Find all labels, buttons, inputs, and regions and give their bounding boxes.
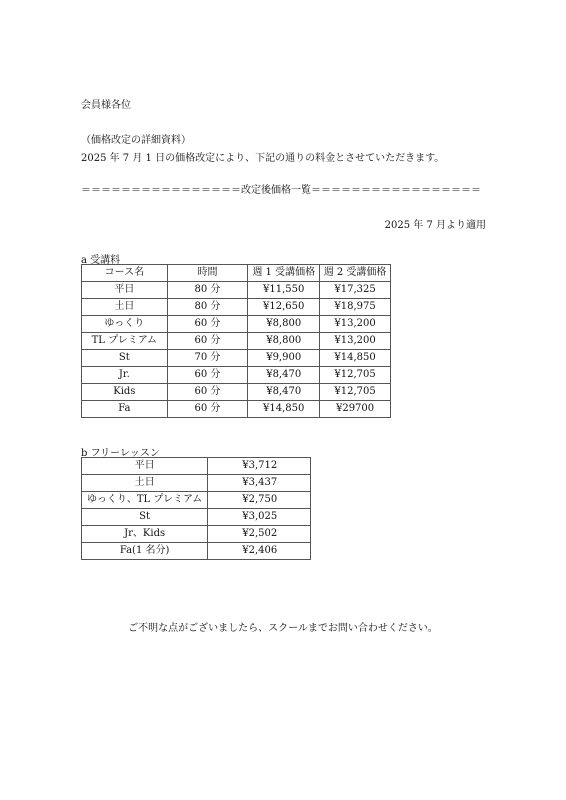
duration: 70 分: [167, 350, 248, 367]
duration: 80 分: [167, 282, 248, 299]
lesson-price: ¥2,406: [208, 543, 311, 560]
table-row: [82, 526, 311, 543]
table-row: [82, 282, 391, 299]
weekly-2-price: ¥14,850: [320, 350, 391, 367]
course-name: 土日: [82, 299, 168, 316]
course-name: ゆっくり: [82, 316, 168, 333]
course-name: Fa: [82, 401, 168, 418]
lesson-price: ¥3,712: [208, 458, 311, 475]
table-row: [82, 401, 391, 418]
table-row: [82, 475, 311, 492]
lesson-type: ゆっくり、TL プレミアム: [82, 492, 208, 509]
lesson-price: ¥3,437: [208, 475, 311, 492]
weekly-2-price: ¥17,325: [320, 282, 391, 299]
header-weekly-2-price: 週 2 受講価格: [320, 265, 391, 282]
table-row: [82, 350, 391, 367]
weekly-1-price: ¥14,850: [248, 401, 320, 418]
weekly-2-price: ¥29700: [320, 401, 391, 418]
lesson-type: 土日: [82, 475, 208, 492]
table-header-row: [82, 265, 391, 282]
lesson-type: Fa(1 名分): [82, 543, 208, 560]
fee-table: [81, 264, 391, 418]
free-lesson-table: [81, 457, 311, 560]
table-row: [82, 543, 311, 560]
duration: 80 分: [167, 299, 248, 316]
weekly-1-price: ¥8,800: [248, 333, 320, 350]
duration: 60 分: [167, 401, 248, 418]
lesson-type: 平日: [82, 458, 208, 475]
table-row: [82, 367, 391, 384]
table-row: [82, 299, 391, 316]
weekly-2-price: ¥13,200: [320, 316, 391, 333]
weekly-1-price: ¥11,550: [248, 282, 320, 299]
salutation: 会員様各位: [81, 100, 131, 111]
intro-text: 2025 年 7 月 1 日の価格改定により、下記の通りの料金とさせていただきます。: [81, 153, 445, 164]
lesson-type: St: [82, 509, 208, 526]
table-row: [82, 333, 391, 350]
course-name: St: [82, 350, 168, 367]
weekly-1-price: ¥9,900: [248, 350, 320, 367]
lesson-price: ¥2,502: [208, 526, 311, 543]
header-duration: 時間: [167, 265, 248, 282]
table-row: [82, 509, 311, 526]
course-name: Kids: [82, 384, 168, 401]
weekly-1-price: ¥12,650: [248, 299, 320, 316]
course-name: 平日: [82, 282, 168, 299]
free-lesson-section-label: b フリーレッスン: [81, 448, 160, 459]
duration: 60 分: [167, 384, 248, 401]
fee-section-label: a 受講料: [81, 255, 121, 266]
weekly-2-price: ¥13,200: [320, 333, 391, 350]
weekly-2-price: ¥18,975: [320, 299, 391, 316]
duration: 60 分: [167, 316, 248, 333]
weekly-1-price: ¥8,470: [248, 367, 320, 384]
table-row: [82, 458, 311, 475]
lesson-price: ¥3,025: [208, 509, 311, 526]
course-name: TL プレミアム: [82, 333, 168, 350]
table-row: [82, 316, 391, 333]
lesson-type: Jr、Kids: [82, 526, 208, 543]
weekly-1-price: ¥8,470: [248, 384, 320, 401]
duration: 60 分: [167, 333, 248, 350]
course-name: Jr.: [82, 367, 168, 384]
header-course-name: コース名: [82, 265, 168, 282]
lesson-price: ¥2,750: [208, 492, 311, 509]
document-heading: （価格改定の詳細資料）: [81, 135, 191, 146]
header-weekly-1-price: 週 1 受講価格: [248, 265, 320, 282]
weekly-2-price: ¥12,705: [320, 384, 391, 401]
closing-note: ご不明な点がございましたら、スクールまでお問い合わせください。: [128, 623, 438, 634]
table-row: [82, 492, 311, 509]
section-divider-title: ＝＝＝＝＝＝＝＝＝＝＝＝＝＝＝＝改定後価格一覧＝＝＝＝＝＝＝＝＝＝＝＝＝＝＝＝＝: [81, 185, 481, 196]
weekly-2-price: ¥12,705: [320, 367, 391, 384]
table-row: [82, 384, 391, 401]
weekly-1-price: ¥8,800: [248, 316, 320, 333]
effective-date: 2025 年 7 月より適用: [384, 220, 486, 231]
duration: 60 分: [167, 367, 248, 384]
